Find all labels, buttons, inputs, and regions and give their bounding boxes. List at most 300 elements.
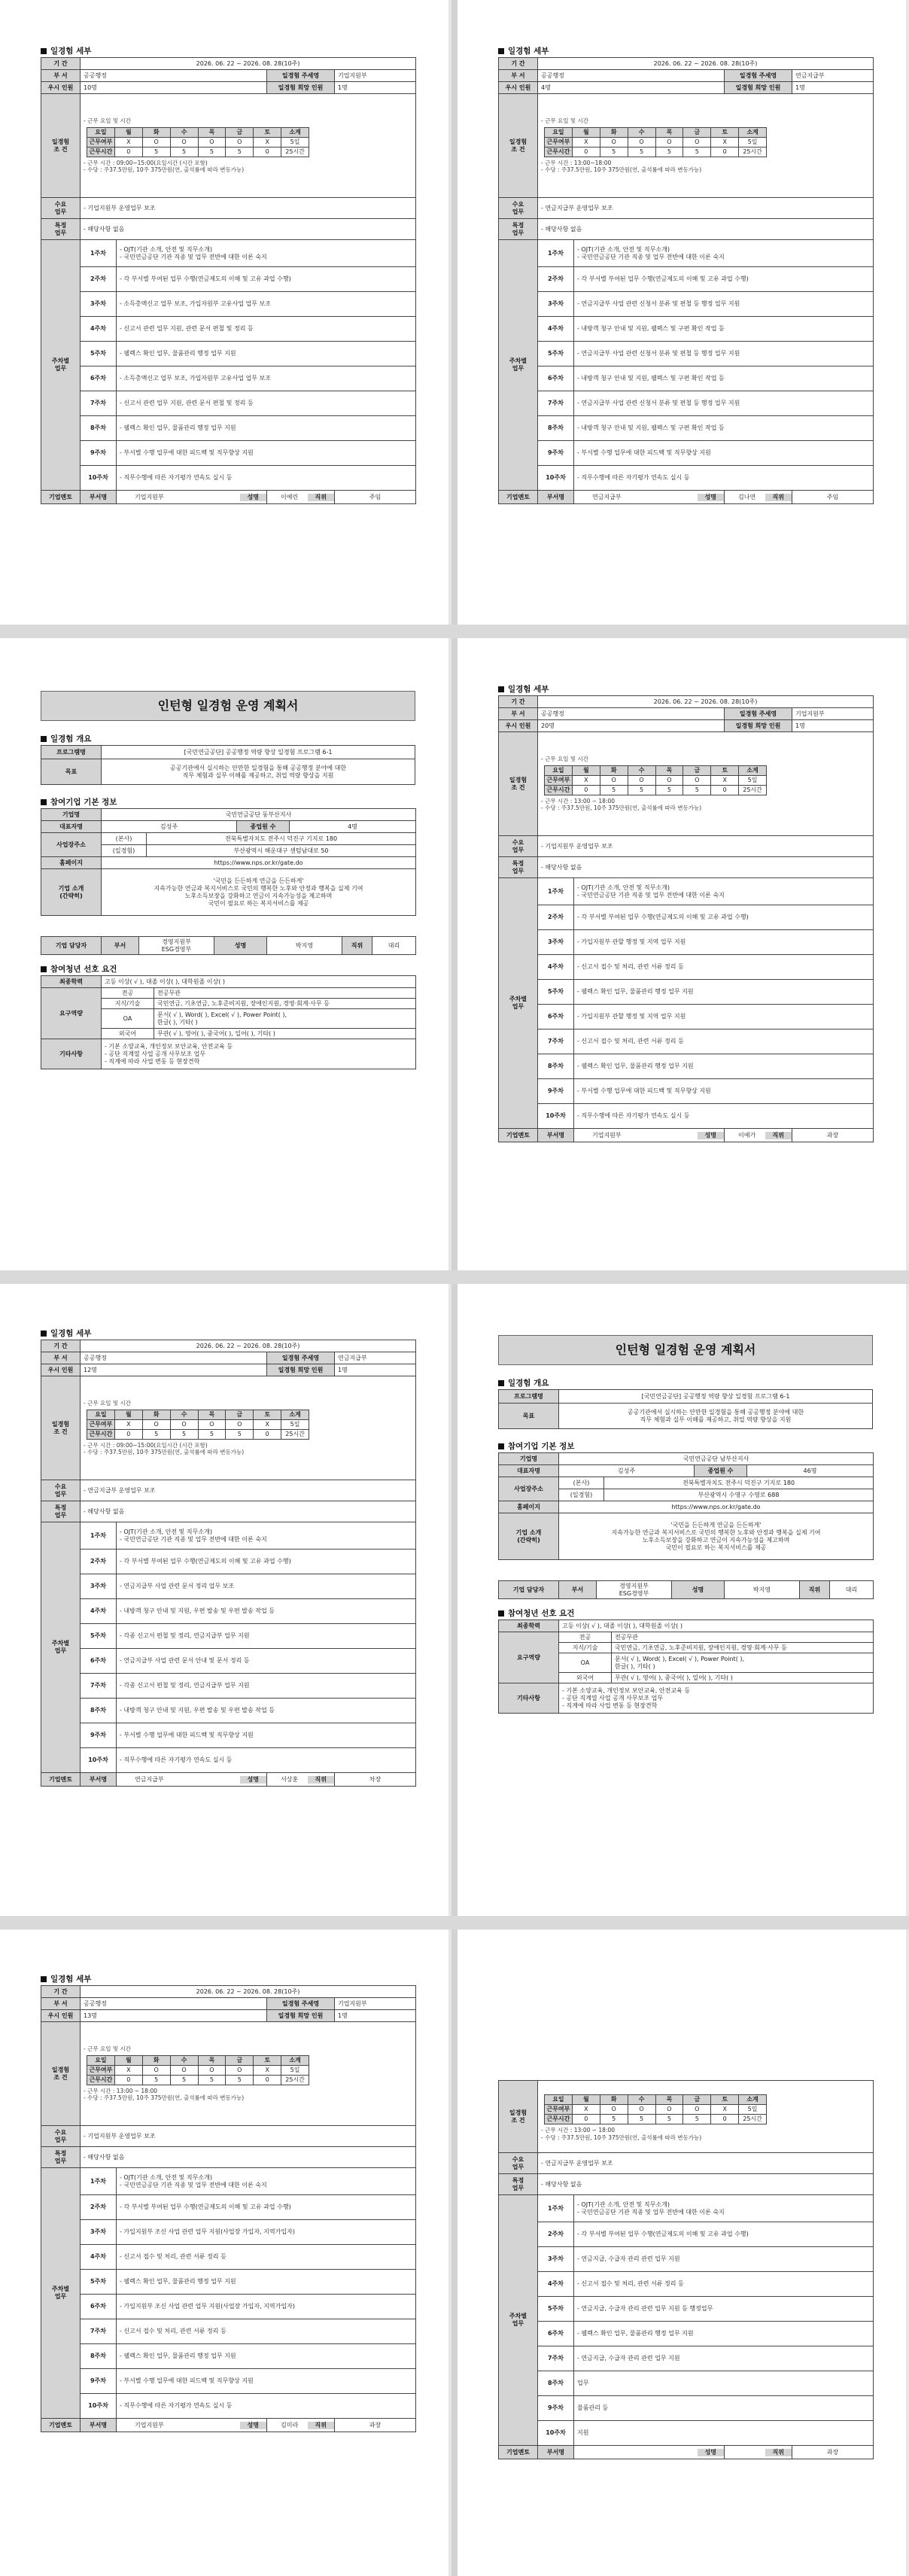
week-label: 1주차 (538, 878, 574, 905)
label-want: 일경험 희망 인원 (725, 82, 792, 94)
hours-cell: 0 (572, 2115, 600, 2124)
value-mentor-name (725, 491, 792, 504)
value-oa: 문서( √ ), Word( ), Excel( √ ), Power Point( ), 한글( ), 기타( ) (154, 1009, 416, 1029)
hours-cell: O (226, 137, 254, 147)
value-etc: - 기본 소양교육, 개인정보 보안교육, 안전교육 등 - 공단 직계열 사업 공개 사무보조 업무 - 직계에 따라 사업 변동 등 현장견학 (102, 1039, 416, 1069)
value-oa: 문서( √ ), Word( ), Excel( √ ), Power Point( ), 한글( ), 기타( ) (612, 1653, 874, 1673)
hours-cell: 25시간 (281, 1429, 309, 1439)
hours-cell: O (142, 137, 170, 147)
hours-cell: O (226, 1419, 254, 1429)
section-heading-detail: 일경험 세부 (498, 683, 549, 695)
label-main-task: 수요 업무 (41, 2126, 81, 2147)
value-etc: - 기본 소양교육, 개인정보 보안교육, 안전교육 등 - 공단 직계열 사업 공개 사무보조 업무 - 직계에 따라 사업 변동 등 현장견학 (559, 1683, 874, 1714)
week-task: - 연금지급부 사업 관련 신청서 분류 및 편철 등 행정 업무 지원 (574, 391, 874, 416)
value-main-task: - 기업지원부 운영업무 보조 (81, 198, 416, 219)
value-mentor-dept (117, 2419, 267, 2432)
hours-cell: 5 (628, 2115, 655, 2124)
label-mgr-dept: 일경험 주세영 (267, 1352, 335, 1364)
label-conditions: 일경험 조 건 (41, 2022, 81, 2126)
hours-cell: X (254, 1419, 281, 1429)
value-mentor-pos: 과장 (792, 1129, 874, 1142)
week-label: 9주차 (81, 2369, 117, 2394)
value-homepage[interactable]: https://www.nps.or.kr/gate.do (102, 857, 416, 869)
detail-table (41, 57, 416, 504)
company-table (41, 808, 416, 916)
hours-day-1: 월 (114, 2055, 142, 2065)
hours-day-1: 월 (114, 1410, 142, 1419)
hours-day-6: 토 (711, 127, 739, 137)
label-company: 기업명 (41, 809, 102, 821)
week-label: 9주차 (538, 441, 574, 466)
hours-cell: 5 (198, 147, 226, 157)
week-task: - OJT(기관 소개, 안전 및 직무소개) - 국민연금공단 기관 직종 및 업무 전반에 대한 이론 숙지 (117, 240, 416, 267)
hours-day-0: 요일 (87, 127, 115, 137)
cond-days-label: - 근무 요일 및 시간 (84, 117, 131, 125)
hours-day-7: 소계 (281, 1410, 309, 1419)
label-hr-name: 성명 (672, 1581, 725, 1599)
week-task: - 웰렉스 확인 업무, 물품관리 행정 업무 지원 (117, 2344, 416, 2369)
label-hr-dept: 부서 (102, 937, 139, 955)
label-mentor-pos: 직위 (765, 2449, 792, 2456)
hours-day-7: 소계 (739, 765, 767, 775)
value-special: - 해당사항 없음 (538, 219, 874, 240)
hours-table (544, 765, 767, 795)
value-company: 국민연금공단 남부산지사 (559, 1453, 874, 1465)
value-skill: 국민연금, 기초연금, 노후준비지원, 장애인지원, 경영·회계·사무 등 (612, 1643, 874, 1653)
cond-pay: - 수당 : 주37.5만원, 10주 375만원(연, 출석률에 따라 변동가능) (84, 1449, 245, 1456)
week-task: - 웰렉스 확인 업무, 물품관리 행정 업무 지원 (117, 342, 416, 366)
hours-cell: 5일 (281, 137, 309, 147)
week-label: 10주차 (81, 2394, 117, 2419)
week-label: 3주차 (81, 2220, 117, 2245)
week-label: 2주차 (81, 2195, 117, 2220)
label-mentor-dept: 부서명 (81, 1773, 117, 1787)
company-table (498, 1452, 874, 1560)
week-task: - OJT(기관 소개, 안전 및 직무소개) - 국민연금공단 기관 직종 및 업무 전반에 대한 이론 숙지 (117, 2168, 416, 2195)
value-intro: '국민을 든든하게 연금을 든든하게' 지속가능한 연금과 복지서비스로 국민의 행복한 노후와 안정과 행복을 실제 기여 노후소득보장을 강화하고 연금이 지속가능성을 제고하며 국민이 필요로 하는 복지서비스를 제공 (559, 1513, 874, 1560)
section-heading-pref: 참여청년 선호 요건 (41, 963, 117, 975)
week-label: 7주차 (538, 391, 574, 416)
week-label: 3주차 (81, 1574, 117, 1599)
hours-cell: X (572, 2105, 600, 2115)
label-dept: 부 서 (41, 70, 81, 82)
mentor-name: 서상훈 (281, 1775, 299, 1783)
hours-cell: 0 (254, 2075, 281, 2085)
label-conditions: 일경험 조 건 (41, 1376, 81, 1480)
value-mgr-dept: 연금지급부 (335, 1352, 416, 1364)
label-period: 기 간 (41, 1986, 81, 1998)
section-heading-detail: 일경험 세부 (41, 45, 91, 56)
week-label: 3주차 (81, 292, 117, 317)
label-mentor: 기업멘토 (41, 2419, 81, 2432)
section-heading-overview: 일경험 개요 (41, 733, 91, 744)
hours-day-4: 목 (655, 765, 683, 775)
value-mentor-dept (574, 1129, 725, 1142)
value-mentor-name (725, 2446, 792, 2459)
page-gap-2 (0, 1916, 909, 1930)
detail-table (498, 2080, 874, 2459)
hours-cell: O (683, 137, 711, 147)
label-emp: 종업원 수 (695, 1465, 747, 1477)
hours-cell: X (572, 775, 600, 785)
label-special: 특정 업무 (499, 219, 538, 240)
label-mentor-pos: 직위 (308, 1776, 334, 1784)
hours-cell: O (628, 137, 655, 147)
week-label: 7주차 (81, 2319, 117, 2344)
hours-cell: O (683, 775, 711, 785)
value-count: 12명 (81, 1364, 267, 1376)
hours-cell: 5 (170, 1429, 198, 1439)
hours-cell: X (114, 1419, 142, 1429)
hours-cell: 5 (170, 2075, 198, 2085)
hours-day-0: 요일 (545, 2095, 573, 2105)
hours-cell: 0 (711, 147, 739, 157)
week-task: - 연금지급부 사업 관련 문서 안내 및 문서 정리 등 (117, 1649, 416, 1674)
label-count: 우시 인원 (499, 82, 538, 94)
week-task: - 연금지급부 사업 관련 신청서 분류 및 편철 등 행정 업무 지원 (574, 342, 874, 366)
week-task: - 웰렉스 확인 업무, 물품관리 행정 업무 지원 (117, 2270, 416, 2295)
hours-table (87, 127, 309, 157)
label-edu: 최종학력 (499, 1620, 559, 1632)
label-lang: 외국어 (102, 1029, 154, 1039)
hours-cell: X (572, 137, 600, 147)
week-label: 3주차 (538, 292, 574, 317)
label-mentor-name: 성명 (240, 1776, 266, 1784)
mentor-dept: 기업지원부 (592, 1131, 622, 1139)
hours-cell: 5일 (739, 137, 767, 147)
value-want: 1명 (335, 82, 416, 94)
hours-cell: 근무여부 (87, 2065, 115, 2075)
week-task: - OJT(기관 소개, 안전 및 직무소개) - 국민연금공단 기관 직종 및 업무 전반에 대한 이론 숙지 (574, 878, 874, 905)
week-task: - 연금지급부 사업 관련 문서 정리 업무 보조 (117, 1574, 416, 1599)
hours-cell: 5 (600, 147, 628, 157)
value-mentor-dept (574, 2446, 725, 2459)
value-period: 2026. 06. 22 ~ 2026. 08. 28(10주) (81, 1340, 416, 1352)
value-mentor-dept (117, 491, 267, 504)
addr-site-tag: (일경험) (102, 845, 147, 857)
week-task: - 신고서 접수 및 처리, 관련 서류 정리 등 (574, 955, 874, 980)
value-period: 2026. 06. 22 ~ 2026. 08. 28(10주) (538, 696, 874, 708)
hours-cell: 5 (226, 147, 254, 157)
label-period: 기 간 (41, 58, 81, 70)
label-hr: 기업 담당자 (41, 937, 102, 955)
label-oa: OA (102, 1009, 154, 1029)
value-emp: 4명 (290, 821, 416, 833)
label-weekly: 주차별 업무 (41, 240, 81, 491)
hours-cell: 근무시간 (87, 147, 115, 157)
mentor-name: 김나연 (738, 493, 756, 500)
pref-table (41, 975, 416, 1069)
hours-day-1: 월 (114, 127, 142, 137)
value-main-task: - 기업지원부 운영업무 보조 (81, 2126, 416, 2147)
week-task: - 각 부서별 부여된 업무 수행(연금제도의 이해 및 고유 과업 수행) (117, 267, 416, 292)
week-label: 8주차 (538, 416, 574, 441)
label-count: 우시 인원 (41, 1364, 81, 1376)
week-label: 2주차 (538, 905, 574, 930)
hr-table (498, 1580, 874, 1599)
week-task: - 부서별 수행 업무에 대한 피드백 및 직무향상 지원 (117, 441, 416, 466)
hours-day-4: 목 (198, 127, 226, 137)
label-want: 일경험 희망 인원 (267, 1364, 335, 1376)
detail-page-body (458, 2080, 906, 2576)
hours-day-6: 토 (711, 2095, 739, 2105)
label-special: 특정 업무 (41, 2147, 81, 2168)
detail-table (498, 57, 874, 504)
hours-cell: 0 (114, 1429, 142, 1439)
value-conditions (538, 94, 874, 198)
hours-day-5: 금 (683, 2095, 711, 2105)
week-task: - 부서별 수행 업무에 대한 피드백 및 직무향상 지원 (574, 441, 874, 466)
value-special: - 해당사항 없음 (81, 1501, 416, 1522)
value-addr-site: 부산광역시 수영구 수영로 688 (604, 1489, 874, 1501)
label-weekly: 주차별 업무 (41, 1522, 81, 1773)
value-period: 2026. 06. 22 ~ 2026. 08. 28(10주) (81, 58, 416, 70)
cond-time: - 근무 시간 : 13:00~18:00 (541, 159, 612, 166)
week-task: - OJT(기관 소개, 안전 및 직무소개) - 국민연금공단 기관 직종 및 업무 전반에 대한 이론 숙지 (117, 1522, 416, 1550)
detail-page-body (0, 1967, 448, 2562)
plan-title: 인턴형 일경험 운영 계획서 (41, 691, 415, 721)
hours-cell: 0 (114, 147, 142, 157)
hours-cell: O (655, 2105, 683, 2115)
label-goal: 목표 (499, 1404, 559, 1429)
value-dept: 공공행정 (81, 70, 267, 82)
value-want: 1명 (335, 2010, 416, 2022)
overview-table (498, 1389, 873, 1429)
hours-cell: 근무시간 (545, 147, 573, 157)
hours-day-6: 토 (254, 127, 281, 137)
week-task: - OJT(기관 소개, 안전 및 직무소개) - 국민연금공단 기관 직종 및 업무 전반에 대한 이론 숙지 (574, 2195, 874, 2222)
value-count: 13명 (81, 2010, 267, 2022)
value-conditions (538, 732, 874, 836)
week-label: 8주차 (81, 416, 117, 441)
hours-cell: 5 (683, 147, 711, 157)
hours-cell: 5 (655, 147, 683, 157)
mentor-dept: 기업지원부 (135, 2421, 164, 2428)
value-special: - 해당사항 없음 (538, 857, 874, 878)
hours-day-5: 금 (683, 765, 711, 775)
value-mentor-pos: 과장 (335, 2419, 416, 2432)
hours-day-5: 금 (226, 127, 254, 137)
hours-day-3: 수 (170, 2055, 198, 2065)
addr-hq-tag: (본사) (102, 833, 147, 845)
value-hr-dept: 경영지원부 ESG경영부 (597, 1581, 672, 1599)
label-conditions: 일경험 조 건 (41, 94, 81, 198)
week-task: - 각 부서별 부여된 업무 수행(연금제도의 이해 및 고유 과업 수행) (574, 905, 874, 930)
value-want: 1명 (792, 82, 874, 94)
week-task: - 가입지원부 관할 행정 및 지역 업무 지원 (574, 930, 874, 955)
hours-day-7: 소계 (281, 127, 309, 137)
hours-cell: 5일 (281, 1419, 309, 1429)
week-task: - 연금지급, 수급자 관리 관련 업무 지원 (574, 2346, 874, 2371)
label-ceo: 대표자명 (499, 1465, 559, 1477)
hours-cell: O (142, 1419, 170, 1429)
hours-cell: O (600, 2105, 628, 2115)
week-label: 10주차 (538, 466, 574, 491)
value-mentor-dept (574, 491, 725, 504)
section-heading-company: 참여기업 기본 정보 (41, 796, 117, 807)
value-edu: 고등 이상( √ ), 대졸 이상( ), 대학원졸 이상( ) (102, 976, 416, 988)
hours-cell: 5 (226, 1429, 254, 1439)
cond-time: - 근무 시간 : 13:00 ~ 18:00 (84, 2087, 158, 2094)
value-ceo: 김성주 (559, 1465, 695, 1477)
value-main-task: - 연금지급부 운영업무 보조 (81, 1480, 416, 1501)
hours-cell: O (655, 775, 683, 785)
hours-day-1: 월 (572, 765, 600, 775)
week-label: 1주차 (81, 1522, 117, 1550)
week-task: - 연금지급, 수급자 관리 관련 업무 지원 등 행정업무 (574, 2297, 874, 2322)
week-task: - 부서별 수행 업무에 대한 피드백 및 직무향상 지원 (117, 2369, 416, 2394)
hours-cell: 5 (198, 1429, 226, 1439)
week-label: 4주차 (538, 955, 574, 980)
value-addr-site: 부산광역시 해운대구 센텀남대로 50 (147, 845, 416, 857)
value-count: 4명 (538, 82, 725, 94)
hours-cell: 5 (683, 2115, 711, 2124)
hours-day-0: 요일 (545, 765, 573, 775)
cond-days-label: - 근무 요일 및 시간 (84, 2045, 131, 2053)
week-label: 10주차 (81, 1748, 117, 1773)
label-hr-dept: 부서 (559, 1581, 597, 1599)
cond-pay: - 수당 : 주37.5만원, 10주 375만원(연, 출석률에 따라 변동가능) (84, 2094, 245, 2102)
week-task: - 각 부서별 부여된 업무 수행(연금제도의 이해 및 고유 과업 수행) (117, 1550, 416, 1574)
label-period: 기 간 (41, 1340, 81, 1352)
label-mentor-dept: 부서명 (538, 1129, 574, 1142)
week-task: - 가입지원부 조신 사업 관련 업무 지원(사업장 가입자, 지역가입자) (117, 2295, 416, 2319)
value-count: 10명 (81, 82, 267, 94)
label-want: 일경험 희망 인원 (267, 2010, 335, 2022)
hours-cell: O (226, 2065, 254, 2075)
hours-day-4: 목 (655, 2095, 683, 2105)
hours-day-6: 토 (711, 765, 739, 775)
hours-cell: 0 (114, 2075, 142, 2085)
detail-page-body (0, 1321, 448, 1916)
value-company: 국민연금공단 동부산지사 (102, 809, 416, 821)
cond-pay: - 수당 : 주37.5만원, 10주 375만원(연, 출석률에 따라 변동가능) (84, 166, 245, 174)
value-lang: 무관( √ ), 영어( ), 중국어( ), 일어( ), 기타( ) (154, 1029, 416, 1039)
value-special: - 해당사항 없음 (538, 2174, 874, 2195)
week-label: 10주차 (81, 466, 117, 491)
mentor-dept: 기업지원부 (135, 493, 164, 500)
week-label: 9주차 (81, 1723, 117, 1748)
week-label: 9주차 (81, 441, 117, 466)
hours-cell: O (655, 137, 683, 147)
hours-cell: O (170, 137, 198, 147)
hours-cell: 5 (628, 785, 655, 795)
week-task: 물품관리 등 (574, 2396, 874, 2421)
value-program: [국민연금공단] 공공행정 역량 향상 일경험 프로그램 6-1 (559, 1390, 873, 1404)
week-label: 9주차 (538, 1079, 574, 1104)
cond-time: - 근무 시간 : 09:00~15:00(요일시간 (시간 포함) (84, 1441, 208, 1449)
hours-cell: 5 (170, 147, 198, 157)
label-etc: 기타사항 (499, 1683, 559, 1714)
label-goal: 목표 (41, 759, 102, 785)
addr-site-tag: (일경험) (559, 1489, 604, 1501)
hours-table (87, 1410, 309, 1440)
week-task: - 가입지원부 관할 행정 및 지역 업무 지원 (574, 1005, 874, 1029)
label-conditions: 일경험 조 건 (499, 94, 538, 198)
hours-cell: 근무여부 (545, 2105, 573, 2115)
week-label: 8주차 (81, 2344, 117, 2369)
cond-time: - 근무 시간 : 09:00~15:00(요일시간 (시간 포함) (84, 159, 208, 166)
hours-cell: 0 (572, 785, 600, 795)
section-heading-pref: 참여청년 선호 요건 (498, 1607, 574, 1619)
week-task: - 직무수행에 따른 자기평가 연속도 실시 등 (117, 1748, 416, 1773)
week-label: 2주차 (538, 2222, 574, 2247)
week-label: 9주차 (538, 2396, 574, 2421)
cond-pay: - 수당 : 주37.5만원, 10주 375만원(연, 출석률에 따라 변동가능) (541, 2133, 702, 2141)
week-label: 5주차 (81, 2270, 117, 2295)
section-heading-detail: 일경험 세부 (498, 45, 549, 56)
hours-cell: 근무여부 (87, 137, 115, 147)
section-heading-detail: 일경험 세부 (41, 1973, 91, 1984)
value-conditions (538, 2081, 874, 2153)
value-homepage[interactable]: https://www.nps.or.kr/gate.do (559, 1501, 874, 1513)
hours-cell: 5 (600, 785, 628, 795)
value-goal: 공공기관에서 실시하는 안만한 일경험을 통해 공공행정 분야에 대한 직무 체험과 실무 이해를 제공하고, 취업 역량 향상을 지원 (559, 1404, 873, 1429)
hours-cell: 5 (655, 2115, 683, 2124)
hours-cell: 근무여부 (87, 1419, 115, 1429)
hours-day-5: 금 (683, 127, 711, 137)
value-hr-pos: 대리 (830, 1581, 874, 1599)
value-mgr-dept: 기업지원부 (335, 1998, 416, 2010)
hours-cell: O (142, 2065, 170, 2075)
week-label: 1주차 (81, 2168, 117, 2195)
week-task: - 내방객 청구 안내 및 지원, 웰렉스 및 구편 확인 작업 등 (574, 317, 874, 342)
value-conditions (81, 94, 416, 198)
week-task: - 각종 신고서 편철 및 정리, 연금지급부 업무 지원 (117, 1624, 416, 1649)
value-special: - 해당사항 없음 (81, 219, 416, 240)
week-label: 4주차 (81, 2245, 117, 2270)
value-dept: 공공행정 (81, 1998, 267, 2010)
week-task: - 각종 신고서 편철 및 정리, 연금지급부 업무 지원 (117, 1674, 416, 1699)
hours-table (544, 127, 767, 157)
hours-cell: X (711, 137, 739, 147)
week-label: 6주차 (81, 2295, 117, 2319)
label-mentor-dept: 부서명 (81, 491, 117, 504)
label-homepage: 홈페이지 (41, 857, 102, 869)
label-hr-pos: 직위 (800, 1581, 830, 1599)
label-count: 우시 인원 (41, 82, 81, 94)
hours-cell: X (254, 137, 281, 147)
value-count: 20명 (538, 720, 725, 732)
week-label: 4주차 (538, 2272, 574, 2297)
hours-table (544, 2094, 767, 2124)
hours-day-6: 토 (254, 1410, 281, 1419)
label-period: 기 간 (499, 58, 538, 70)
value-mentor-pos: 과장 (792, 2446, 874, 2459)
label-special: 특정 업무 (499, 857, 538, 878)
value-mentor-name (725, 1129, 792, 1142)
value-dept: 공공행정 (81, 1352, 267, 1364)
hours-cell: 0 (254, 147, 281, 157)
label-dept: 부 서 (41, 1352, 81, 1364)
label-mgr-dept: 일경험 주세영 (267, 70, 335, 82)
week-task: - 신고서 접수 및 처리, 관련 서류 정리 등 (117, 2245, 416, 2270)
hr-table (41, 936, 416, 955)
hours-day-7: 소계 (281, 2055, 309, 2065)
value-ceo: 김성주 (102, 821, 237, 833)
value-want: 1명 (792, 720, 874, 732)
label-mgr-dept: 일경험 주세영 (267, 1998, 335, 2010)
week-task: - 내방객 청구 안내 및 지원, 웰렉스 및 구편 확인 작업 등 (574, 416, 874, 441)
value-hr-name: 박지영 (725, 1581, 800, 1599)
value-goal: 공공기관에서 실시하는 안만한 일경험을 통해 공공행정 분야에 대한 직무 체험과 실무 이해를 제공하고, 취업 역량 향상을 지원 (102, 759, 415, 785)
page-divider (451, 0, 458, 2576)
week-task: - 부서별 수행 업무에 대한 피드백 및 직무향상 지원 (574, 1079, 874, 1104)
hours-day-5: 금 (226, 2055, 254, 2065)
hours-cell: O (683, 2105, 711, 2115)
plan-page-body (458, 1320, 906, 1847)
week-label: 8주차 (538, 1054, 574, 1079)
